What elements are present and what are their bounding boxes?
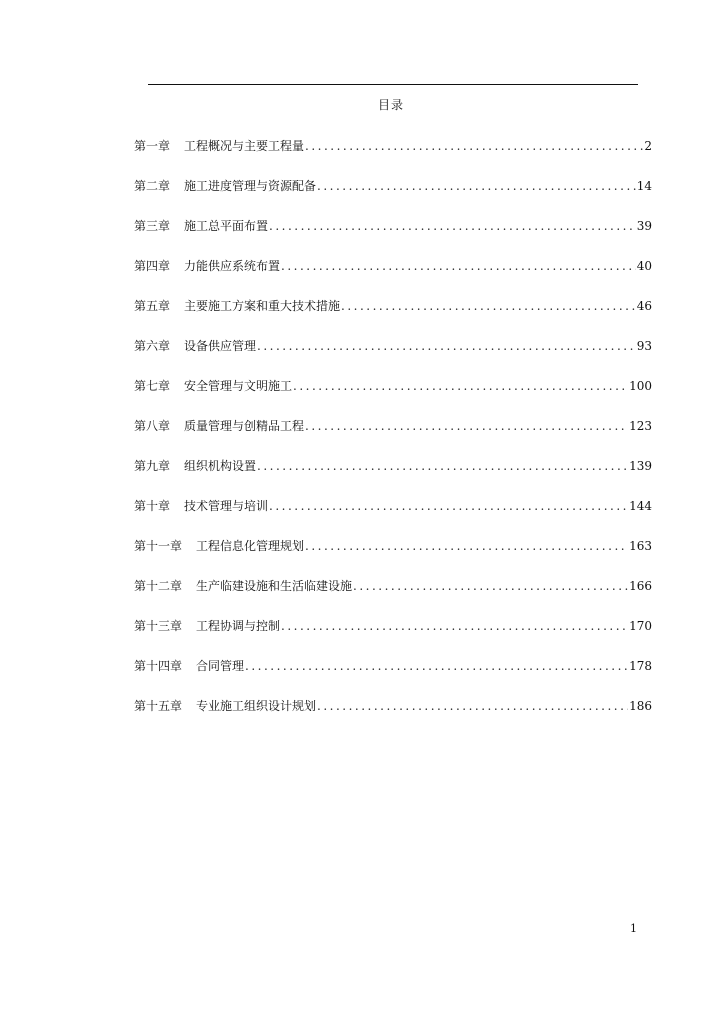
toc-page-number: 40 bbox=[636, 259, 652, 273]
toc-chapter-number: 第三章 bbox=[134, 219, 171, 233]
toc-chapter-number: 第五章 bbox=[134, 299, 171, 313]
toc-chapter-number: 第十章 bbox=[134, 499, 171, 513]
toc-page-number: 178 bbox=[629, 659, 652, 673]
header-rule bbox=[148, 84, 638, 85]
toc-dot-leader bbox=[281, 617, 628, 635]
toc-entry bbox=[134, 177, 652, 217]
toc-dot-leader bbox=[245, 657, 628, 675]
toc-page-number: 163 bbox=[629, 539, 652, 553]
toc-chapter-title: 组织机构设置 bbox=[184, 459, 257, 473]
toc-page-number: 186 bbox=[629, 699, 652, 713]
toc-dot-leader bbox=[341, 297, 636, 315]
toc-page-number: 139 bbox=[629, 459, 652, 473]
toc-dot-leader bbox=[317, 177, 636, 195]
toc-entry bbox=[134, 697, 652, 737]
toc-page-number: 93 bbox=[636, 339, 652, 353]
toc-chapter-title: 设备供应管理 bbox=[184, 339, 257, 353]
toc-dot-leader bbox=[353, 577, 628, 595]
toc-chapter-number: 第十三章 bbox=[134, 619, 183, 633]
toc-entry bbox=[134, 577, 652, 617]
toc-chapter-title: 工程协调与控制 bbox=[196, 619, 281, 633]
toc-entry bbox=[134, 417, 652, 457]
toc-dot-leader bbox=[257, 457, 628, 475]
toc-chapter-title: 专业施工组织设计规划 bbox=[196, 699, 317, 713]
toc-page-number: 100 bbox=[629, 379, 652, 393]
toc-chapter-number: 第七章 bbox=[134, 379, 171, 393]
toc-chapter-title: 技术管理与培训 bbox=[184, 499, 269, 513]
toc-entry bbox=[134, 137, 652, 177]
toc-dot-leader bbox=[269, 497, 628, 515]
toc-entry bbox=[134, 257, 652, 297]
toc-dot-leader bbox=[305, 137, 643, 155]
toc-entry bbox=[134, 657, 652, 697]
toc-chapter-title: 质量管理与创精品工程 bbox=[184, 419, 305, 433]
toc-dot-leader bbox=[317, 697, 628, 715]
toc-entry bbox=[134, 377, 652, 417]
toc-dot-leader bbox=[257, 337, 636, 355]
toc-dot-leader bbox=[269, 217, 636, 235]
toc-chapter-title: 生产临建设施和生活临建设施 bbox=[196, 579, 353, 593]
toc-chapter-title: 安全管理与文明施工 bbox=[184, 379, 293, 393]
toc-entry bbox=[134, 297, 652, 337]
toc-chapter-number: 第四章 bbox=[134, 259, 171, 273]
toc-dot-leader bbox=[293, 377, 628, 395]
toc-page-number: 144 bbox=[629, 499, 652, 513]
toc-chapter-title: 施工总平面布置 bbox=[184, 219, 269, 233]
toc-dot-leader bbox=[281, 257, 636, 275]
toc-entry bbox=[134, 617, 652, 657]
toc-entry bbox=[134, 217, 652, 257]
toc-dot-leader bbox=[305, 537, 628, 555]
toc-chapter-number: 第八章 bbox=[134, 419, 171, 433]
toc-chapter-title: 工程概况与主要工程量 bbox=[184, 139, 305, 153]
toc-chapter-number: 第十四章 bbox=[134, 659, 183, 673]
toc-list bbox=[134, 137, 652, 737]
toc-page-number: 166 bbox=[629, 579, 652, 593]
toc-entry bbox=[134, 537, 652, 577]
toc-page-number: 2 bbox=[644, 139, 652, 153]
toc-chapter-number: 第九章 bbox=[134, 459, 171, 473]
toc-chapter-title: 力能供应系统布置 bbox=[184, 259, 281, 273]
toc-chapter-number: 第十二章 bbox=[134, 579, 183, 593]
toc-page-number: 123 bbox=[629, 419, 652, 433]
toc-page-number: 170 bbox=[629, 619, 652, 633]
toc-dot-leader bbox=[305, 417, 628, 435]
toc-page-number: 14 bbox=[636, 179, 652, 193]
toc-entry bbox=[134, 337, 652, 377]
toc-entry bbox=[134, 457, 652, 497]
toc-chapter-number: 第一章 bbox=[134, 139, 171, 153]
toc-chapter-number: 第六章 bbox=[134, 339, 171, 353]
toc-page-number: 39 bbox=[636, 219, 652, 233]
footer-page-number: 1 bbox=[630, 922, 637, 935]
toc-chapter-title: 主要施工方案和重大技术措施 bbox=[184, 299, 341, 313]
toc-chapter-number: 第十一章 bbox=[134, 539, 183, 553]
toc-page-number: 46 bbox=[636, 299, 652, 313]
toc-chapter-title: 合同管理 bbox=[196, 659, 245, 673]
toc-entry bbox=[134, 497, 652, 537]
toc-chapter-number: 第十五章 bbox=[134, 699, 183, 713]
toc-title: 目录 bbox=[377, 98, 404, 112]
toc-chapter-number: 第二章 bbox=[134, 179, 171, 193]
toc-chapter-title: 施工进度管理与资源配备 bbox=[184, 179, 317, 193]
toc-chapter-title: 工程信息化管理规划 bbox=[196, 539, 305, 553]
